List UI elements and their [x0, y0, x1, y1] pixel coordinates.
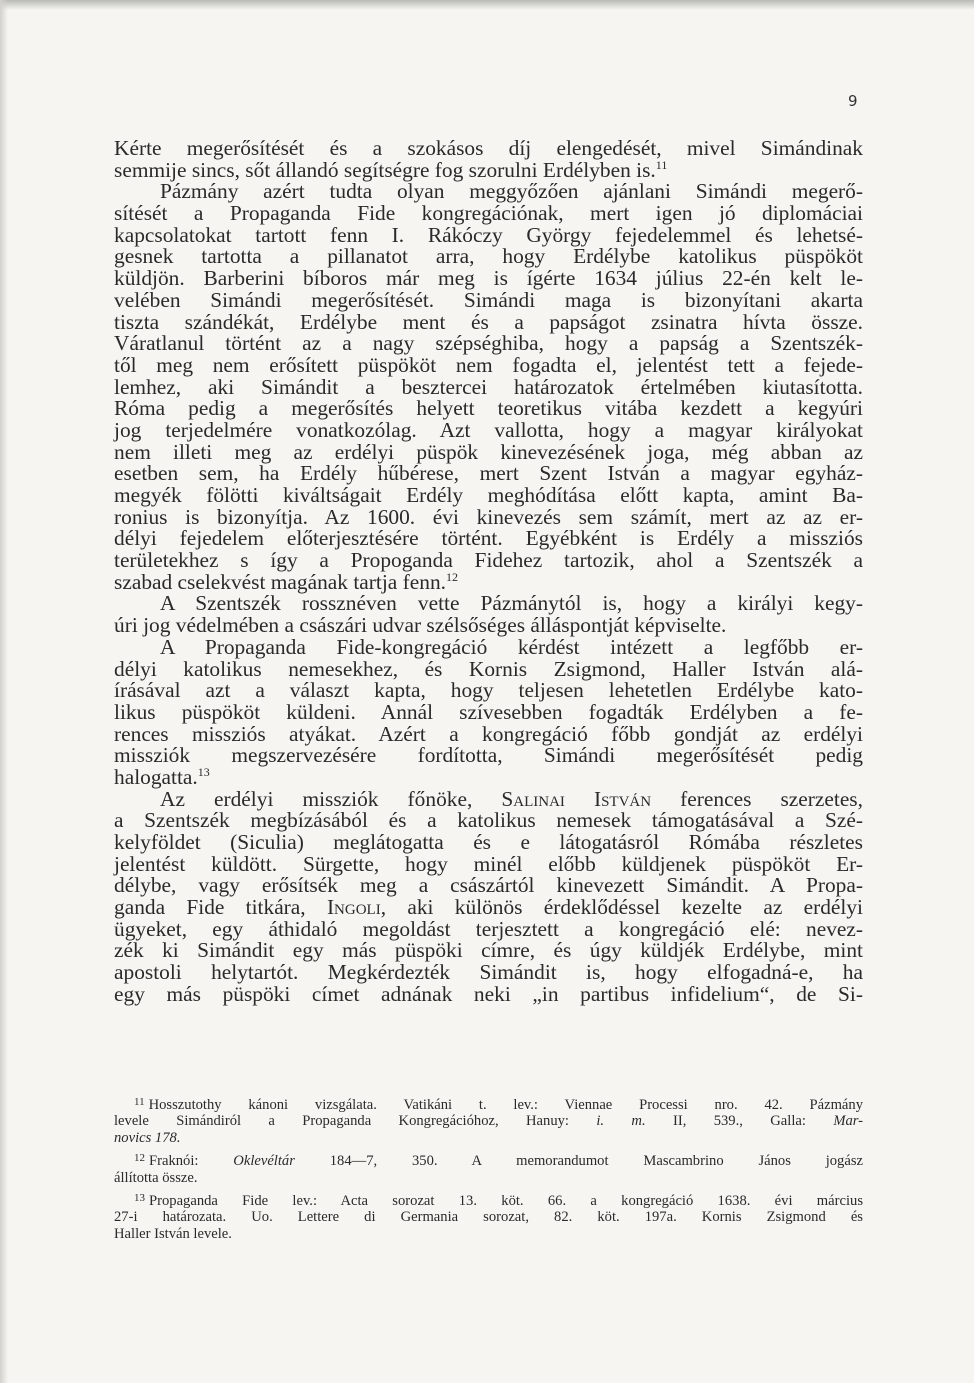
text-line: kapcsolatokat tartott fenn I. Rákóczy György fejedelemmel és lehetsé- [114, 222, 863, 247]
footnote-number: 11 [134, 1096, 145, 1108]
text-line: a Szentszék megbízásából és a katolikus nemesek támogatásával a Szé- [114, 808, 863, 833]
text-line [114, 764, 863, 789]
footnote-italic: Oklevéltár [233, 1153, 295, 1170]
page-edge-shadow-left [0, 0, 8, 1383]
footnotes [114, 1097, 863, 1242]
text-line: területekhez s így a Propoganda Fidehez tartozik, ahol a Szentszék a [114, 548, 863, 573]
text-line: lemhez, aki Simándit a beszterceі határozatok értelmében kiutasította. [114, 374, 863, 399]
footnote [114, 1153, 863, 1186]
text-line: jelentést küldött. Sürgette, hogy minél előbb küldjenek püspököt Er- [114, 851, 863, 876]
text-line: sítését a Propaganda Fide kongregációnak, mert igen jó diplomáciai [114, 201, 863, 226]
paragraph [114, 181, 863, 593]
text-line: apostoli helytartót. Megkérdezték Simándit is, hogy elfogadná-e, ha [114, 960, 863, 985]
text-run: ferences szerzetes, [651, 786, 863, 811]
footnote-text: Propaganda Fide lev.: Acta sorozat 13. köt. 66. a kongregáció 1638. évi március [149, 1192, 863, 1209]
footnote [114, 1193, 863, 1242]
paragraph [114, 634, 863, 789]
footnote-text: II, 539., Galla: [645, 1113, 834, 1130]
text-line [114, 786, 863, 811]
person-name: Ingoli [326, 895, 381, 920]
text-line: rences missziós atyákat. Azért a kongregáció főbb gondját az erdélyi [114, 721, 863, 746]
text-line: megyék fölötti kiváltságait Erdély meghódítása előtt kapta, amint Ba- [114, 483, 863, 507]
text-line: velében Simándi megerősítését. Simándi maga is bizonyítani akarta [114, 287, 863, 312]
footnote-line [114, 1193, 863, 1209]
footnote-line [114, 1130, 863, 1146]
footnote-line: állította össze. [114, 1169, 198, 1186]
paragraph [114, 138, 863, 181]
footnote-line [114, 1097, 863, 1113]
text-line: gesnek tartotta a pillanatot arra, hogy Erdélybe katolikus püspököt [114, 244, 863, 269]
text-line: től meg nem erősített püspököt nem fogadta el, jelentést tett a fejede- [114, 352, 863, 377]
text-line: Kérte megerősítését és a szokásos díj elengedését, mivel Simándinak [114, 136, 863, 160]
text-line: írásával azt a választ kapta, hogy teljesen lehetetlen Erdélybe kato- [114, 678, 863, 703]
footnote-ref[interactable]: 13 [197, 764, 210, 779]
footnote-ref[interactable]: 11 [655, 157, 668, 172]
text-run: Az erdélyi missziók főnöke, [160, 786, 502, 811]
paragraph [114, 593, 863, 636]
text-line [114, 569, 863, 594]
footnote-italic: Mar- [833, 1113, 864, 1130]
footnote-line [114, 1113, 863, 1129]
text-line: nem illeti meg az erdélyi püspök kinevezésének joga, még abban az [114, 439, 863, 464]
page-number: 9 [848, 92, 858, 110]
text-line: egy más püspöki címet adnának neki „in partibus infidelium“, de Si- [114, 981, 863, 1006]
text-line: úri jog védelmében a császári udvar szélsőséges álláspontját képviselte. [114, 613, 727, 638]
text-line: délyi katolikus nemesekhez, és Kornis Zsigmond, Haller István alá- [114, 656, 863, 681]
text-line: jog terjedelmére vonatkozólag. Azt vallotta, hogy a magyar királyokat [114, 417, 863, 442]
text-line: ronius is bizonyítja. Az 1600. évi kinevezés sem számít, mert az az er- [114, 504, 863, 529]
footnote [114, 1097, 863, 1146]
text-line-content: semmije sincs, sőt állandó segítségre fog szorulni Erdélyben is. [114, 157, 656, 182]
footnote-line [114, 1153, 863, 1169]
footnote-line: Haller István levele. [114, 1225, 232, 1242]
page-edge-shadow [0, 0, 974, 10]
text-line: Pázmány azért tudta olyan meggyőzően ajánlani Simándi megerő- [160, 179, 863, 204]
footnote-number: 13 [134, 1191, 145, 1204]
footnote-line: 27-i határozata. Uo. Lettere di Germania sorozat, 82. köt. 197a. Kornis Zsigmond és [114, 1209, 863, 1226]
text-line: délybe, vagy erősítsék meg a császártól kinevezett Simándit. A Propa- [114, 873, 863, 898]
text-line: délyi fejedelem előterjesztésére történt. Egyébként is Erdély a missziós [114, 526, 863, 551]
footnote-italic: novics 178. [114, 1129, 181, 1146]
main-text [114, 138, 863, 1006]
footnote-text: Fraknói: [149, 1153, 234, 1170]
text-line: missziók megszervezésére fordította, Simándi megerősítését pedig [114, 743, 863, 768]
text-line-content: halogatta. [114, 764, 198, 789]
footnote-italic: i. m. [596, 1113, 646, 1130]
text-line: küldjön. Barberini bíboros már meg is ígérte 1634 július 22-én kelt le- [114, 266, 863, 291]
text-line: Váratlanul történt az a nagy szépséghiba, hogy a papság a Szentszék- [114, 331, 863, 356]
footnote-text: 184—7, 350. A memorandumot Mascambrino János jogász [294, 1153, 863, 1170]
text-line: Róma pedig a megerősítés helyett teoretikus vitába kezdett a kegyúri [114, 396, 863, 421]
text-line [114, 157, 863, 182]
text-line: esetben sem, ha Erdély hűbérese, mert Szent István a magyar egyház- [114, 461, 863, 486]
text-line: A Szentszék rossznéven vette Pázmánytól is, hogy a királyi kegy- [160, 591, 863, 616]
footnote-ref[interactable]: 12 [446, 569, 458, 584]
footnote-text: levele Simándiról a Propaganda Kongregációhoz, Hanuy: [114, 1113, 597, 1130]
person-name: Salinai István [501, 786, 652, 811]
paragraph [114, 786, 863, 1006]
text-line: zék ki Simándit egy más püspöki címre, és úgy küldjék Erdélybe, mint [114, 938, 863, 963]
text-line: likus püspököt küldeni. Annál szívesebben fogadták Erdélyben a fe- [114, 699, 863, 724]
text-line: ügyeket, egy áthidaló megoldást terjesztett a kongregáció elé: nevez- [114, 916, 863, 941]
footnote-text: Hosszutothy kánoni vizsgálata. Vatikáni t. lev.: Viennae Processi nro. 42. Pázmány [148, 1097, 863, 1113]
text-line: kelyföldet (Siculia) meglátogatta és e látogatásról Rómába részletes [114, 830, 863, 854]
text-line-content: szabad cselekvést magának tartja fenn. [114, 569, 446, 594]
text-run: ganda Fide titkára, [114, 895, 327, 920]
text-line: tiszta szándékát, Erdélybe ment és a papságot zsinatra hívta össze. [114, 309, 863, 334]
text-run: , aki különös érdeklődéssel kezelte az erdélyi [380, 895, 863, 920]
footnote-number: 12 [134, 1152, 145, 1165]
text-line: A Propaganda Fide-kongregáció kérdést intézett a legfőbb er- [160, 634, 863, 659]
text-line [114, 897, 863, 919]
